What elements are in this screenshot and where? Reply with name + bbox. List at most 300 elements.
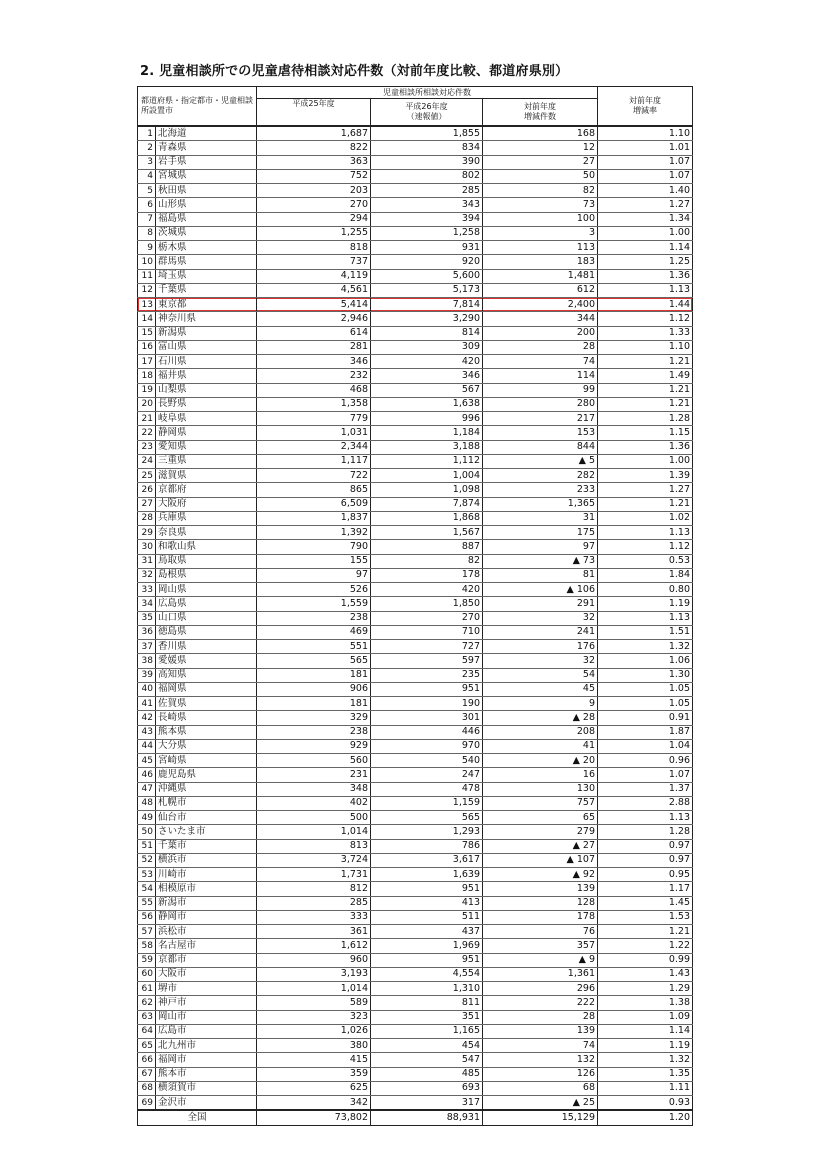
row-diff: 16: [483, 768, 598, 782]
row-h26: 565: [371, 811, 483, 825]
row-h25: 3,193: [257, 967, 371, 981]
row-number: 55: [138, 896, 156, 910]
row-number: 65: [138, 1039, 156, 1053]
row-ratio: 1.15: [598, 426, 693, 440]
row-diff: 99: [483, 383, 598, 397]
row-h26: 5,600: [371, 269, 483, 283]
table-row: [138, 511, 693, 525]
total-row: [138, 1110, 693, 1125]
row-ratio: 0.97: [598, 853, 693, 867]
row-number: 28: [138, 511, 156, 525]
table-row: [138, 298, 693, 312]
row-diff: 114: [483, 369, 598, 383]
row-number: 53: [138, 868, 156, 882]
row-h25: 790: [257, 540, 371, 554]
row-ratio: 1.10: [598, 126, 693, 141]
row-number: 16: [138, 340, 156, 354]
row-diff: 291: [483, 597, 598, 611]
row-h25: 402: [257, 796, 371, 810]
row-name: 大阪府: [156, 497, 257, 511]
row-h26: 190: [371, 697, 483, 711]
row-diff: ▲ 25: [483, 1096, 598, 1111]
table-row: [138, 754, 693, 768]
row-diff: 74: [483, 355, 598, 369]
table-row: [138, 1024, 693, 1038]
row-number: 22: [138, 426, 156, 440]
row-h25: 294: [257, 212, 371, 226]
row-h25: 348: [257, 782, 371, 796]
row-number: 9: [138, 241, 156, 255]
table-row: [138, 554, 693, 568]
row-number: 50: [138, 825, 156, 839]
row-diff: 74: [483, 1039, 598, 1053]
row-name: 山口県: [156, 611, 257, 625]
table-row: [138, 1039, 693, 1053]
row-h26: 1,184: [371, 426, 483, 440]
row-h26: 920: [371, 255, 483, 269]
row-diff: 2,400: [483, 298, 598, 312]
header-prefecture: 都道府県・指定都市・児童相談所設置市: [138, 87, 257, 127]
table-row: [138, 412, 693, 426]
row-diff: 126: [483, 1067, 598, 1081]
row-ratio: 1.32: [598, 640, 693, 654]
row-ratio: 1.21: [598, 383, 693, 397]
row-number: 3: [138, 155, 156, 169]
row-h25: 333: [257, 910, 371, 924]
row-h26: 1,850: [371, 597, 483, 611]
row-number: 17: [138, 355, 156, 369]
row-h26: 931: [371, 241, 483, 255]
row-name: 石川県: [156, 355, 257, 369]
table-row: [138, 939, 693, 953]
row-diff: 183: [483, 255, 598, 269]
row-name: 福岡市: [156, 1053, 257, 1067]
row-diff: 45: [483, 682, 598, 696]
row-diff: 32: [483, 611, 598, 625]
row-h26: 802: [371, 169, 483, 183]
row-ratio: 1.25: [598, 255, 693, 269]
row-h26: 834: [371, 141, 483, 155]
table-row: [138, 383, 693, 397]
row-diff: 241: [483, 625, 598, 639]
row-h25: 203: [257, 184, 371, 198]
table-row: [138, 169, 693, 183]
row-ratio: 1.05: [598, 697, 693, 711]
row-number: 54: [138, 882, 156, 896]
row-diff: ▲ 73: [483, 554, 598, 568]
row-ratio: 1.12: [598, 312, 693, 326]
row-diff: 81: [483, 568, 598, 582]
row-name: 横浜市: [156, 853, 257, 867]
row-h25: 1,559: [257, 597, 371, 611]
table-row: [138, 1067, 693, 1081]
row-number: 31: [138, 554, 156, 568]
row-diff: 178: [483, 910, 598, 924]
table-row: [138, 896, 693, 910]
row-ratio: 1.07: [598, 169, 693, 183]
table-row: [138, 497, 693, 511]
row-h26: 309: [371, 340, 483, 354]
row-diff: 844: [483, 440, 598, 454]
table-row: [138, 640, 693, 654]
row-h25: 468: [257, 383, 371, 397]
row-name: 福島県: [156, 212, 257, 226]
row-ratio: 1.53: [598, 910, 693, 924]
table-row: [138, 925, 693, 939]
row-name: 北海道: [156, 126, 257, 141]
row-h26: 887: [371, 540, 483, 554]
row-number: 1: [138, 126, 156, 141]
row-h25: 565: [257, 654, 371, 668]
row-h25: 737: [257, 255, 371, 269]
row-number: 66: [138, 1053, 156, 1067]
table-row: [138, 654, 693, 668]
row-name: 高知県: [156, 668, 257, 682]
row-h26: 485: [371, 1067, 483, 1081]
row-h25: 1,358: [257, 397, 371, 411]
row-number: 18: [138, 369, 156, 383]
row-ratio: 1.12: [598, 540, 693, 554]
row-name: 横須賀市: [156, 1081, 257, 1095]
row-ratio: 1.43: [598, 967, 693, 981]
row-diff: 130: [483, 782, 598, 796]
row-h26: 247: [371, 768, 483, 782]
row-number: 62: [138, 996, 156, 1010]
row-h25: 232: [257, 369, 371, 383]
table-row: [138, 312, 693, 326]
row-h26: 301: [371, 711, 483, 725]
row-name: 長崎県: [156, 711, 257, 725]
row-ratio: 1.39: [598, 469, 693, 483]
row-diff: 3: [483, 226, 598, 240]
row-ratio: 1.10: [598, 340, 693, 354]
row-ratio: 1.07: [598, 155, 693, 169]
row-diff: 82: [483, 184, 598, 198]
row-h25: 5,414: [257, 298, 371, 312]
row-h25: 551: [257, 640, 371, 654]
row-name: 群馬県: [156, 255, 257, 269]
table-row: [138, 597, 693, 611]
row-diff: 282: [483, 469, 598, 483]
row-name: 堺市: [156, 982, 257, 996]
row-number: 10: [138, 255, 156, 269]
table-row: [138, 397, 693, 411]
row-h25: 1,117: [257, 454, 371, 468]
row-ratio: 1.36: [598, 269, 693, 283]
row-name: 青森県: [156, 141, 257, 155]
total-diff: 15,129: [483, 1110, 598, 1125]
row-ratio: 1.02: [598, 511, 693, 525]
row-ratio: 1.51: [598, 625, 693, 639]
row-name: 岩手県: [156, 155, 257, 169]
row-h26: 7,814: [371, 298, 483, 312]
row-ratio: 1.05: [598, 682, 693, 696]
row-ratio: 1.21: [598, 497, 693, 511]
row-number: 21: [138, 412, 156, 426]
row-number: 52: [138, 853, 156, 867]
row-ratio: 2.88: [598, 796, 693, 810]
row-ratio: 1.84: [598, 568, 693, 582]
row-h26: 1,310: [371, 982, 483, 996]
table-row: [138, 882, 693, 896]
row-ratio: 1.40: [598, 184, 693, 198]
row-name: 熊本市: [156, 1067, 257, 1081]
row-h25: 822: [257, 141, 371, 155]
row-name: 岡山市: [156, 1010, 257, 1024]
row-h26: 951: [371, 953, 483, 967]
row-name: 山形県: [156, 198, 257, 212]
row-h26: 3,188: [371, 440, 483, 454]
row-name: 岐阜県: [156, 412, 257, 426]
table-row: [138, 540, 693, 554]
row-h26: 951: [371, 882, 483, 896]
table-row: [138, 355, 693, 369]
row-ratio: 1.13: [598, 811, 693, 825]
row-ratio: 1.37: [598, 782, 693, 796]
total-h26: 88,931: [371, 1110, 483, 1125]
row-h26: 3,290: [371, 312, 483, 326]
row-h25: 329: [257, 711, 371, 725]
row-h26: 82: [371, 554, 483, 568]
row-number: 4: [138, 169, 156, 183]
row-h26: 1,258: [371, 226, 483, 240]
header-group: 児童相談所相談対応件数: [257, 87, 598, 99]
row-number: 25: [138, 469, 156, 483]
row-number: 63: [138, 1010, 156, 1024]
row-name: 香川県: [156, 640, 257, 654]
row-name: 徳島県: [156, 625, 257, 639]
row-name: 北九州市: [156, 1039, 257, 1053]
row-name: 千葉県: [156, 283, 257, 297]
table-row: [138, 853, 693, 867]
table-row: [138, 967, 693, 981]
row-diff: ▲ 5: [483, 454, 598, 468]
row-diff: 233: [483, 483, 598, 497]
row-ratio: 1.32: [598, 1053, 693, 1067]
row-diff: 28: [483, 1010, 598, 1024]
row-name: 沖縄県: [156, 782, 257, 796]
row-number: 51: [138, 839, 156, 853]
row-name: 山梨県: [156, 383, 257, 397]
row-name: 福井県: [156, 369, 257, 383]
row-number: 35: [138, 611, 156, 625]
row-h26: 1,638: [371, 397, 483, 411]
row-h26: 420: [371, 355, 483, 369]
table-row: [138, 326, 693, 340]
row-diff: 65: [483, 811, 598, 825]
row-diff: ▲ 28: [483, 711, 598, 725]
header-diff: 対前年度 増減件数: [483, 99, 598, 127]
row-ratio: 0.96: [598, 754, 693, 768]
row-name: 広島市: [156, 1024, 257, 1038]
row-h26: 454: [371, 1039, 483, 1053]
row-number: 56: [138, 910, 156, 924]
row-number: 48: [138, 796, 156, 810]
row-diff: 27: [483, 155, 598, 169]
row-number: 20: [138, 397, 156, 411]
table-body: [138, 126, 693, 1110]
row-name: 熊本県: [156, 725, 257, 739]
table-row: [138, 682, 693, 696]
row-h25: 589: [257, 996, 371, 1010]
row-h25: 4,561: [257, 283, 371, 297]
row-h25: 270: [257, 198, 371, 212]
row-h25: 1,687: [257, 126, 371, 141]
table-row: [138, 141, 693, 155]
row-diff: 200: [483, 326, 598, 340]
row-h25: 363: [257, 155, 371, 169]
row-h25: 906: [257, 682, 371, 696]
row-name: 福岡県: [156, 682, 257, 696]
row-number: 67: [138, 1067, 156, 1081]
row-ratio: 1.28: [598, 825, 693, 839]
row-name: 埼玉県: [156, 269, 257, 283]
table-row: [138, 725, 693, 739]
row-h26: 693: [371, 1081, 483, 1095]
row-number: 14: [138, 312, 156, 326]
row-diff: 128: [483, 896, 598, 910]
header-ratio: 対前年度 増減率: [598, 87, 693, 127]
row-diff: 175: [483, 526, 598, 540]
row-number: 15: [138, 326, 156, 340]
row-number: 58: [138, 939, 156, 953]
row-h25: 3,724: [257, 853, 371, 867]
total-h25: 73,802: [257, 1110, 371, 1125]
row-name: 兵庫県: [156, 511, 257, 525]
row-name: 相模原市: [156, 882, 257, 896]
row-name: さいたま市: [156, 825, 257, 839]
row-h25: 155: [257, 554, 371, 568]
row-diff: 357: [483, 939, 598, 953]
row-ratio: 1.11: [598, 1081, 693, 1095]
row-h25: 1,612: [257, 939, 371, 953]
row-h25: 1,837: [257, 511, 371, 525]
row-diff: 1,481: [483, 269, 598, 283]
table-row: [138, 811, 693, 825]
row-diff: 32: [483, 654, 598, 668]
table-row: [138, 212, 693, 226]
row-diff: 139: [483, 882, 598, 896]
row-name: 東京都: [156, 298, 257, 312]
row-h26: 5,173: [371, 283, 483, 297]
row-name: 千葉市: [156, 839, 257, 853]
row-ratio: 1.19: [598, 597, 693, 611]
table-row: [138, 782, 693, 796]
row-number: 40: [138, 682, 156, 696]
row-ratio: 0.97: [598, 839, 693, 853]
row-h26: 394: [371, 212, 483, 226]
row-ratio: 1.04: [598, 739, 693, 753]
row-h26: 178: [371, 568, 483, 582]
row-h25: 346: [257, 355, 371, 369]
row-ratio: 1.87: [598, 725, 693, 739]
row-h26: 1,112: [371, 454, 483, 468]
row-number: 7: [138, 212, 156, 226]
row-diff: 757: [483, 796, 598, 810]
row-number: 59: [138, 953, 156, 967]
row-number: 24: [138, 454, 156, 468]
row-h25: 752: [257, 169, 371, 183]
table-row: [138, 269, 693, 283]
row-h26: 1,293: [371, 825, 483, 839]
row-h26: 540: [371, 754, 483, 768]
row-ratio: 1.19: [598, 1039, 693, 1053]
row-h25: 1,026: [257, 1024, 371, 1038]
table-row: [138, 953, 693, 967]
row-h26: 1,567: [371, 526, 483, 540]
table-row: [138, 996, 693, 1010]
row-diff: 208: [483, 725, 598, 739]
row-h25: 359: [257, 1067, 371, 1081]
row-h25: 929: [257, 739, 371, 753]
row-diff: ▲ 107: [483, 853, 598, 867]
row-h26: 1,159: [371, 796, 483, 810]
table-row: [138, 1053, 693, 1067]
row-number: 39: [138, 668, 156, 682]
row-name: 和歌山県: [156, 540, 257, 554]
row-h26: 511: [371, 910, 483, 924]
row-ratio: 1.28: [598, 412, 693, 426]
row-h26: 343: [371, 198, 483, 212]
row-h25: 238: [257, 611, 371, 625]
row-h26: 437: [371, 925, 483, 939]
table-row: [138, 369, 693, 383]
row-h25: 6,509: [257, 497, 371, 511]
row-h26: 1,098: [371, 483, 483, 497]
row-h25: 812: [257, 882, 371, 896]
row-name: 鹿児島県: [156, 768, 257, 782]
row-diff: 50: [483, 169, 598, 183]
table-row: [138, 226, 693, 240]
row-h25: 4,119: [257, 269, 371, 283]
row-h26: 270: [371, 611, 483, 625]
table-row: [138, 1010, 693, 1024]
row-number: 11: [138, 269, 156, 283]
row-diff: 100: [483, 212, 598, 226]
row-ratio: 1.38: [598, 996, 693, 1010]
row-ratio: 1.33: [598, 326, 693, 340]
row-diff: 132: [483, 1053, 598, 1067]
row-name: 神戸市: [156, 996, 257, 1010]
row-number: 36: [138, 625, 156, 639]
table-row: [138, 825, 693, 839]
row-name: 愛媛県: [156, 654, 257, 668]
row-name: 宮崎県: [156, 754, 257, 768]
row-diff: 97: [483, 540, 598, 554]
row-diff: ▲ 9: [483, 953, 598, 967]
row-name: 新潟市: [156, 896, 257, 910]
row-h25: 2,946: [257, 312, 371, 326]
row-name: 川崎市: [156, 868, 257, 882]
row-name: 大阪市: [156, 967, 257, 981]
table-row: [138, 583, 693, 597]
row-ratio: 1.21: [598, 355, 693, 369]
row-number: 5: [138, 184, 156, 198]
table-row: [138, 625, 693, 639]
row-number: 69: [138, 1096, 156, 1111]
row-diff: 68: [483, 1081, 598, 1095]
row-h25: 1,014: [257, 825, 371, 839]
row-name: 奈良県: [156, 526, 257, 540]
row-diff: 1,365: [483, 497, 598, 511]
table-row: [138, 697, 693, 711]
row-h25: 614: [257, 326, 371, 340]
row-number: 57: [138, 925, 156, 939]
row-h26: 786: [371, 839, 483, 853]
row-number: 47: [138, 782, 156, 796]
row-h26: 446: [371, 725, 483, 739]
row-h25: 181: [257, 668, 371, 682]
